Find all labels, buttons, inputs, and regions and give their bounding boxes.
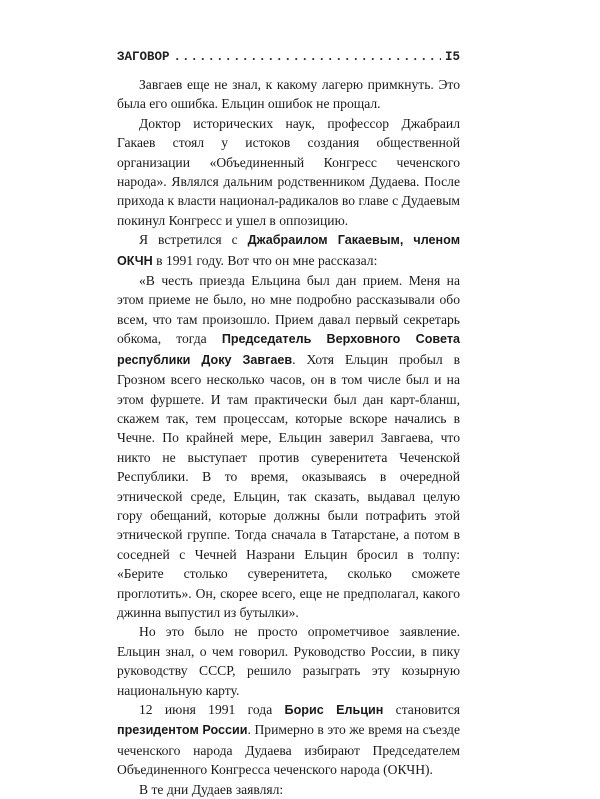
text-run: Доктор исторических наук, профессор Джабраил Гакаев стоял у истоков создания общественной организации «Объединенный Конгресс чеченского народа». Являлся дальним родственником Дудаева. После прихода к власти национал-радикалов во главе с Дудаевым покинул Конгресс и ушел в оппозицию.	[117, 115, 460, 228]
paragraph	[117, 114, 460, 230]
running-header	[117, 50, 460, 68]
bold-phrase: Борис Ельцин	[284, 703, 384, 717]
paragraph	[117, 700, 460, 780]
text-run: В те дни Дудаев заявлял:	[139, 781, 284, 797]
paragraph	[117, 75, 460, 114]
text-run: . Примерно в это же время на съезде чеченского народа Дудаева избирают Председателем Объединенного Конгресса чеченского народа (ОКЧН).	[117, 722, 460, 778]
text-run: «В честь приезда Ельцина был дан прием. Меня на этом приеме не было, но мне подробно рассказывали обо всем, что там произошло. Прием давал первый секретарь обкома, тогда	[117, 273, 460, 347]
paragraph	[117, 780, 460, 799]
paragraph	[117, 271, 460, 622]
text-run: 12 июня 1991 года	[139, 702, 285, 717]
leader-dots	[174, 50, 441, 64]
paragraph	[117, 230, 460, 271]
body-text	[117, 75, 460, 799]
text-run: Завгаев еще не знал, к какому лагерю примкнуть. Это была его ошибка. Ельцин ошибок не прощал.	[117, 77, 460, 112]
paragraph	[117, 622, 460, 700]
chapter-title: ЗАГОВОР	[117, 50, 170, 64]
text-run: Но это было не просто опрометчивое заявление. Ельцин знал, о чем говорил. Руководство России, в пику руководству СССР, решило разыграть эту козырную национальную карту.	[117, 624, 460, 698]
bold-phrase: президентом России	[117, 723, 248, 738]
bold-phrase: Председатель Верховного Совета республики Доку Завгаев	[117, 332, 460, 367]
text-run: . Хотя Ельцин пробыл в Грозном всего несколько часов, он в том числе был и на этом фуршете. И там практически был дан карт-бланш, скажем так, тем процессам, которые вскоре начались в Чечне. По крайней мере, Ельцин заверил Завгаева, что никто не выступает против суверенитета Чеченской Республики. В то время, оказываясь в очередной этнической среде, Ельцин, так сказать, выдавал целую гору обещаний, которые должны были потрафить этой этнической группе. Тогда сначала в Татарстане, а потом в соседней с Чечней Назрани Ельцин бросил в толпу: «Берите столько суверенитета, сколько сможете проглотить». Он, скорее всего, еще не предполагал, какого джинна выпустил из бутылки».	[117, 351, 460, 620]
page-number: I5	[444, 50, 460, 64]
text-run: Я встретился с	[139, 232, 248, 248]
text-run: в 1991 году. Вот что он мне рассказал:	[152, 252, 378, 268]
text-run: становится	[383, 702, 460, 717]
bold-phrase: Джабраилом Гакаевым, членом ОКЧН	[117, 233, 461, 268]
